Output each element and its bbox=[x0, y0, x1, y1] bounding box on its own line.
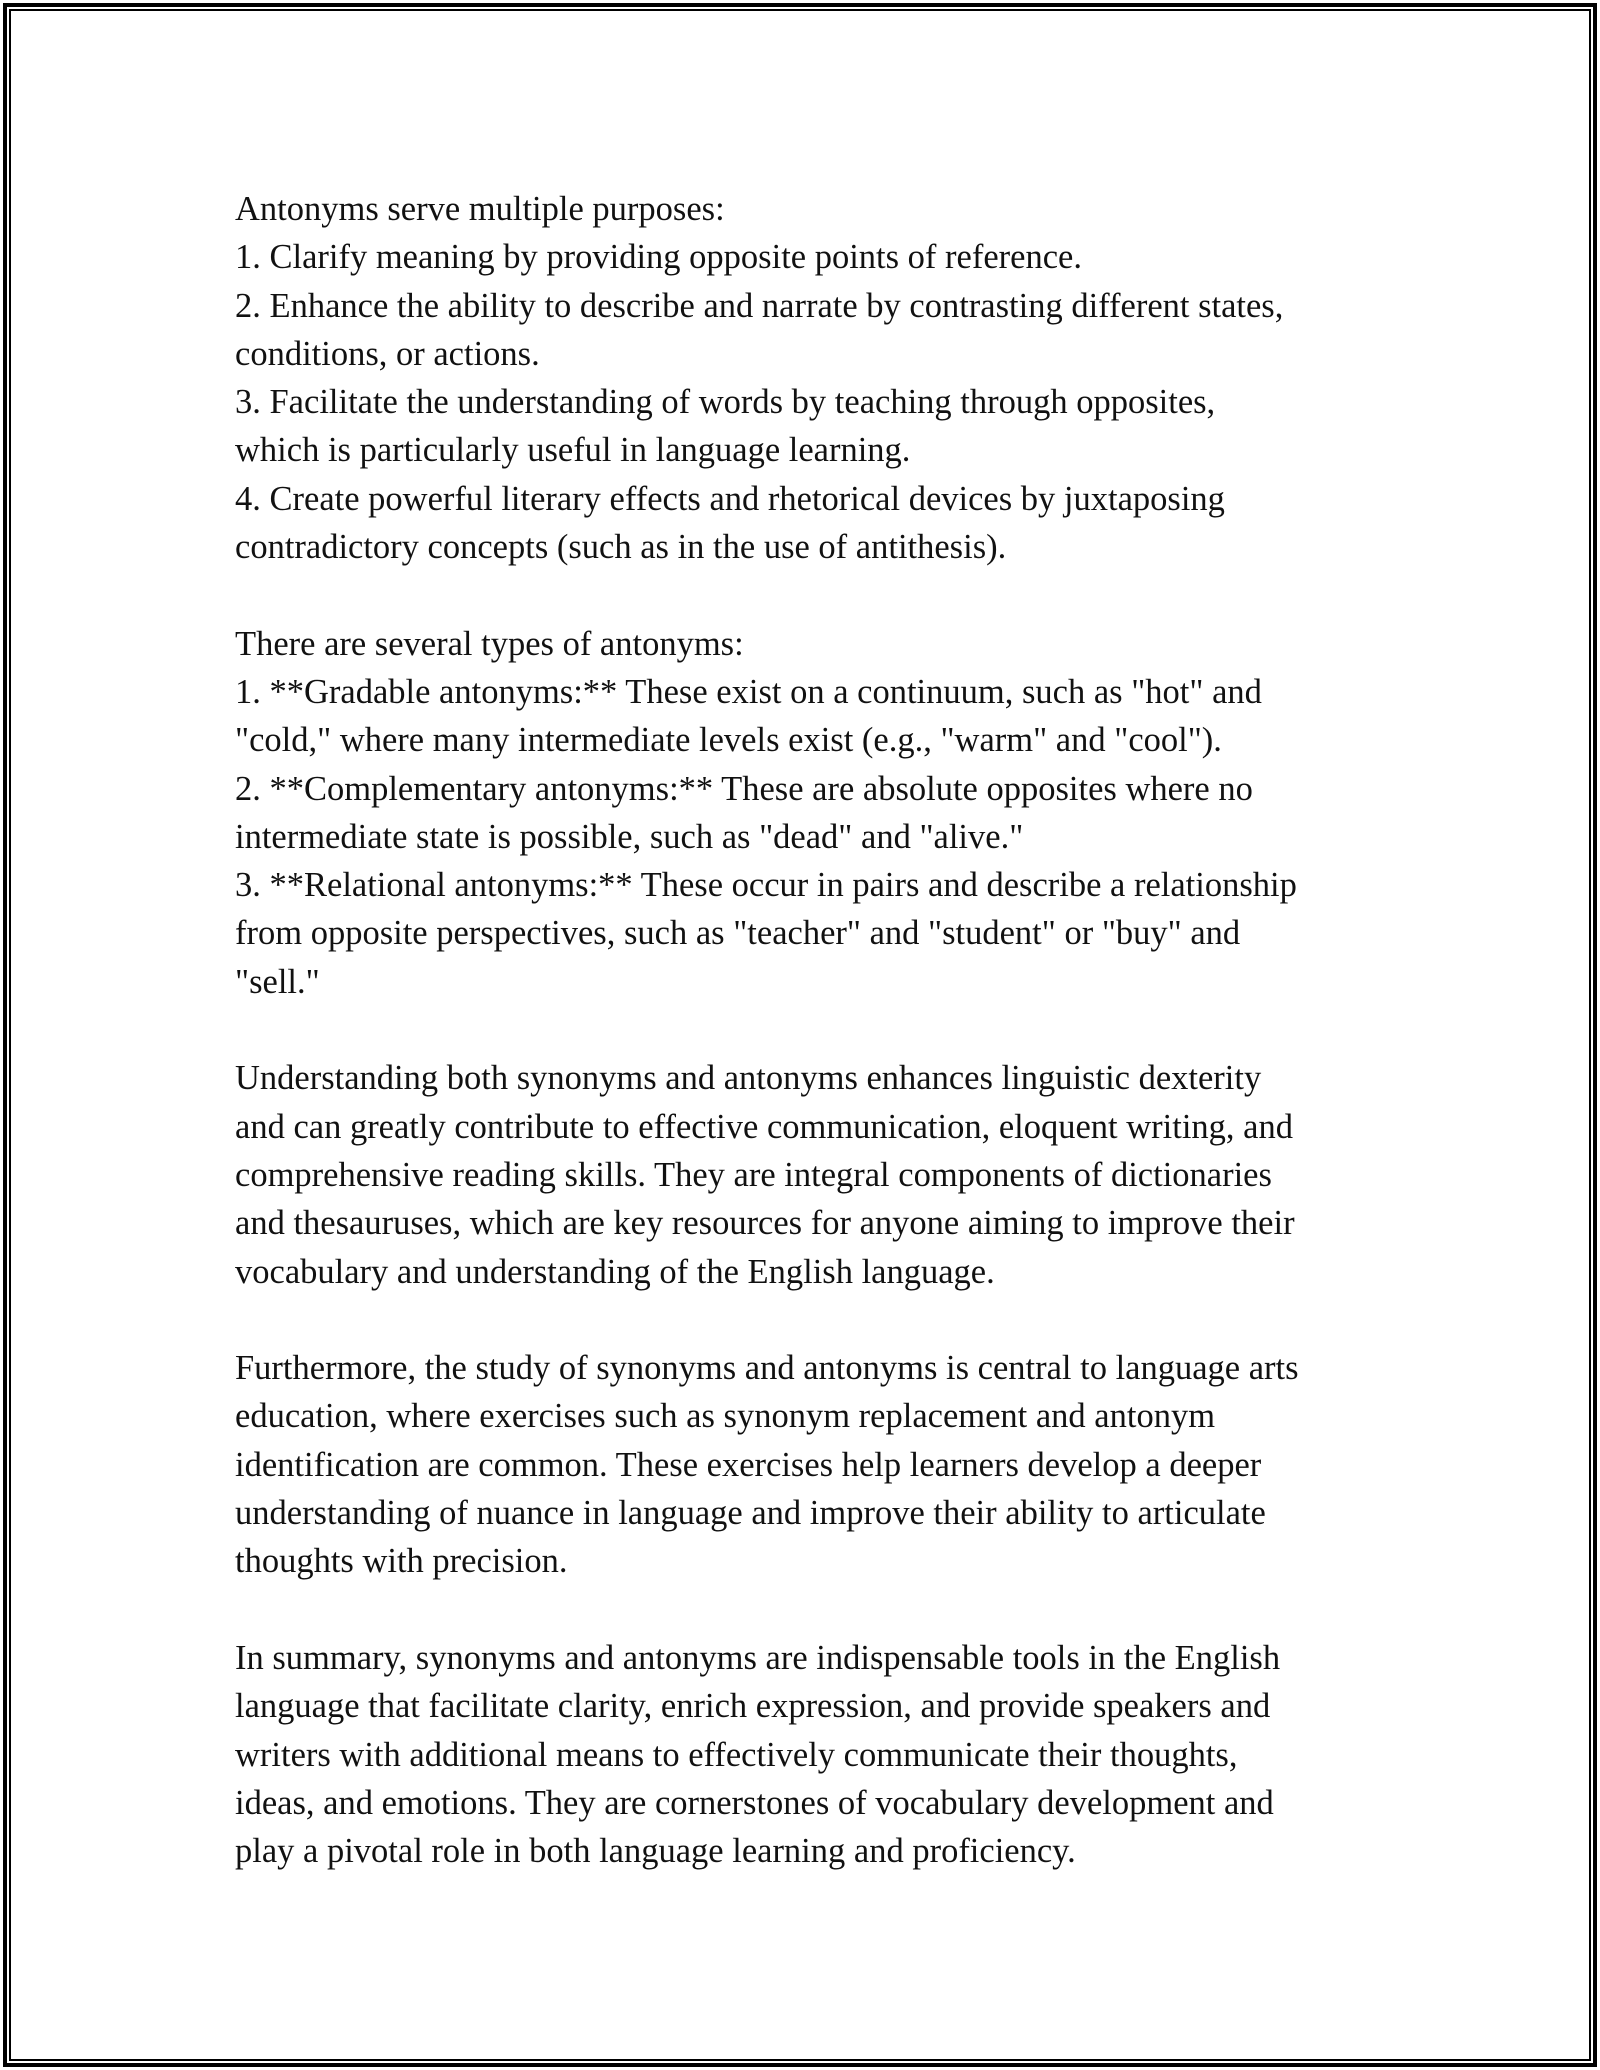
text-line: play a pivotal role in both language learning and proficiency. bbox=[235, 1832, 1076, 1871]
text-line: vocabulary and understanding of the English language. bbox=[235, 1252, 995, 1291]
text-line: 1. **Gradable antonyms:** These exist on a continuum, such as "hot" and bbox=[235, 672, 1262, 711]
text-line: Antonyms serve multiple purposes: bbox=[235, 190, 725, 228]
text-line: ideas, and emotions. They are cornerstones of vocabulary development and bbox=[235, 1783, 1274, 1822]
text-line: In summary, synonyms and antonyms are indispensable tools in the English bbox=[235, 1638, 1281, 1677]
paragraph-antonym-purposes bbox=[235, 185, 1405, 571]
text-line: and can greatly contribute to effective communication, eloquent writing, and bbox=[235, 1107, 1293, 1146]
text-line: comprehensive reading skills. They are integral components of dictionaries bbox=[235, 1155, 1272, 1194]
text-line: Understanding both synonyms and antonyms enhances linguistic dexterity bbox=[235, 1059, 1262, 1098]
text-line: 1. Clarify meaning by providing opposite points of reference. bbox=[235, 238, 1082, 277]
text-line: 3. **Relational antonyms:** These occur in pairs and describe a relationship bbox=[235, 866, 1297, 905]
paragraph-antonym-types bbox=[235, 620, 1405, 1006]
text-line: contradictory concepts (such as in the use of antithesis). bbox=[235, 528, 1007, 567]
text-line: 2. Enhance the ability to describe and narrate by contrasting different states, bbox=[235, 286, 1284, 325]
text-line: 3. Facilitate the understanding of words by teaching through opposites, bbox=[235, 383, 1216, 422]
text-line: and thesauruses, which are key resources for anyone aiming to improve their bbox=[235, 1204, 1295, 1243]
text-line: which is particularly useful in language learning. bbox=[235, 431, 911, 470]
text-line: language that facilitate clarity, enrich expression, and provide speakers and bbox=[235, 1687, 1271, 1726]
text-line: education, where exercises such as synonym replacement and antonym bbox=[235, 1397, 1216, 1436]
paragraph-understanding bbox=[235, 1054, 1405, 1295]
text-line: from opposite perspectives, such as "teacher" and "student" or "buy" and bbox=[235, 914, 1241, 953]
paragraph-furthermore bbox=[235, 1344, 1405, 1585]
text-line: Furthermore, the study of synonyms and antonyms is central to language arts bbox=[235, 1349, 1299, 1388]
document-body bbox=[235, 185, 1405, 1875]
text-line: "sell." bbox=[235, 962, 320, 1001]
text-line: conditions, or actions. bbox=[235, 334, 540, 373]
text-line: 2. **Complementary antonyms:** These are absolute opposites where no bbox=[235, 769, 1253, 808]
text-line: writers with additional means to effectively communicate their thoughts, bbox=[235, 1735, 1238, 1774]
text-line: 4. Create powerful literary effects and rhetorical devices by juxtaposing bbox=[235, 479, 1225, 518]
text-line: understanding of nuance in language and improve their ability to articulate bbox=[235, 1494, 1266, 1533]
paragraph-summary bbox=[235, 1634, 1405, 1875]
text-line: "cold," where many intermediate levels exist (e.g., "warm" and "cool"). bbox=[235, 721, 1222, 760]
text-line: identification are common. These exercises help learners develop a deeper bbox=[235, 1445, 1262, 1484]
text-line: thoughts with precision. bbox=[235, 1542, 568, 1581]
text-line: There are several types of antonyms: bbox=[235, 624, 744, 663]
text-line: intermediate state is possible, such as "dead" and "alive." bbox=[235, 817, 1024, 856]
